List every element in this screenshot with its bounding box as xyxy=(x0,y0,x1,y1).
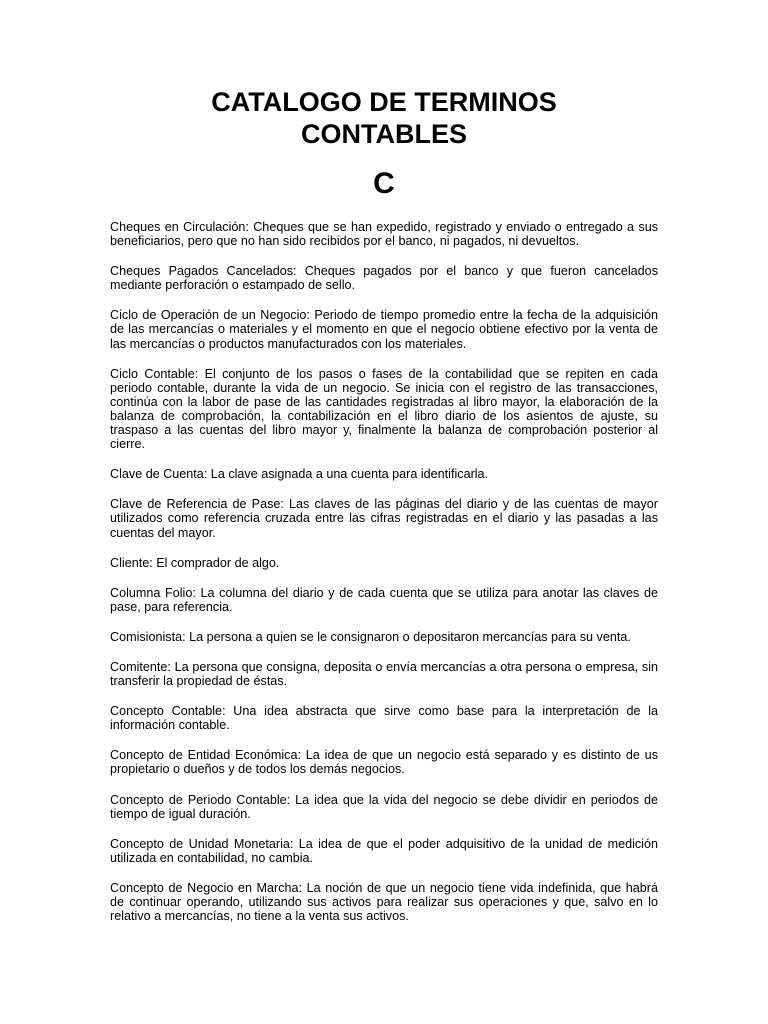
glossary-entry: Concepto de Unidad Monetaria: La idea de que el poder adquisitivo de la unidad de medición utilizada en contabilidad, no cambia. xyxy=(110,836,658,865)
glossary-entry: Cliente: El comprador de algo. xyxy=(110,555,280,570)
glossary-entry: Cheques Pagados Cancelados: Cheques pagados por el banco y que fueron cancelados mediante perforación o estampado de sello. xyxy=(110,264,658,293)
glossary-entry: Concepto Contable: Una idea abstracta que sirve como base para la interpretación de la información contable. xyxy=(110,704,658,733)
glossary-entry: Concepto de Negocio en Marcha: La noción de que un negocio tiene vida indefinida, que habrá de continuar operando, utilizando sus activos para realizar sus operaciones y que, salvo en lo relativo a mercancías, no tiene a la venta sus activos. xyxy=(110,880,658,924)
glossary-entry: Ciclo de Operación de un Negocio: Periodo de tiempo promedio entre la fecha de la adquisición de las mercancías o materiales y el momento en que el negocio obtiene efectivo por la venta de las mercancías o productos manufacturados con los materiales. xyxy=(110,308,658,351)
glossary-entry: Concepto de Entidad Económica: La idea de que un negocio está separado y es distinto de us propietario o dueños y de todos los demás negocios. xyxy=(110,748,658,777)
document-title-line-1: CATALOGO DE TERMINOS xyxy=(211,87,557,117)
glossary-entry: Clave de Referencia de Pase: Las claves de las páginas del diario y de las cuentas de mayor utilizados como referencia cruzada entre las cifras registradas en el diario y las pasadas a las cuentas del mayor. xyxy=(110,497,658,540)
glossary-entries xyxy=(110,220,658,923)
document-page xyxy=(110,86,658,939)
document-title xyxy=(110,86,658,150)
glossary-entry: Comisionista: La persona a quien se le consignaron o depositaron mercancías para su venta. xyxy=(110,629,631,644)
glossary-entry: Clave de Cuenta: La clave asignada a una cuenta para identificarla. xyxy=(110,467,489,482)
glossary-entry: Concepto de Periodo Contable: La idea que la vida del negocio se debe dividir en periodos de tiempo de igual duración. xyxy=(110,792,658,821)
glossary-entry: Comitente: La persona que consigna, deposita o envía mercancías a otra persona o empresa, sin transferir la propiedad de éstas. xyxy=(110,659,658,689)
section-letter: C xyxy=(373,167,395,200)
document-title-line-2: CONTABLES xyxy=(301,119,467,149)
glossary-entry: Cheques en Circulación: Cheques que se han expedido, registrado y enviado o entregado a sus beneficiarios, pero que no han sido recibidos por el banco, ni pagados, ni devueltos. xyxy=(110,220,658,249)
glossary-entry: Columna Folio: La columna del diario y de cada cuenta que se utiliza para anotar las claves de pase, para referencia. xyxy=(110,585,658,614)
glossary-entry: Ciclo Contable: El conjunto de los pasos o fases de la contabilidad que se repiten en cada periodo contable, durante la vida de un negocio. Se inicia con el registro de las transacciones, continúa con la labor de pase de las cantidades registradas al libro mayor, la elaboración de la balanza de comprobación, la contabilización en el libro diario de los asientos de ajuste, su traspaso a las cuentas del libro mayor y, finalmente la balanza de comprobación posterior al cierre. xyxy=(110,366,658,452)
